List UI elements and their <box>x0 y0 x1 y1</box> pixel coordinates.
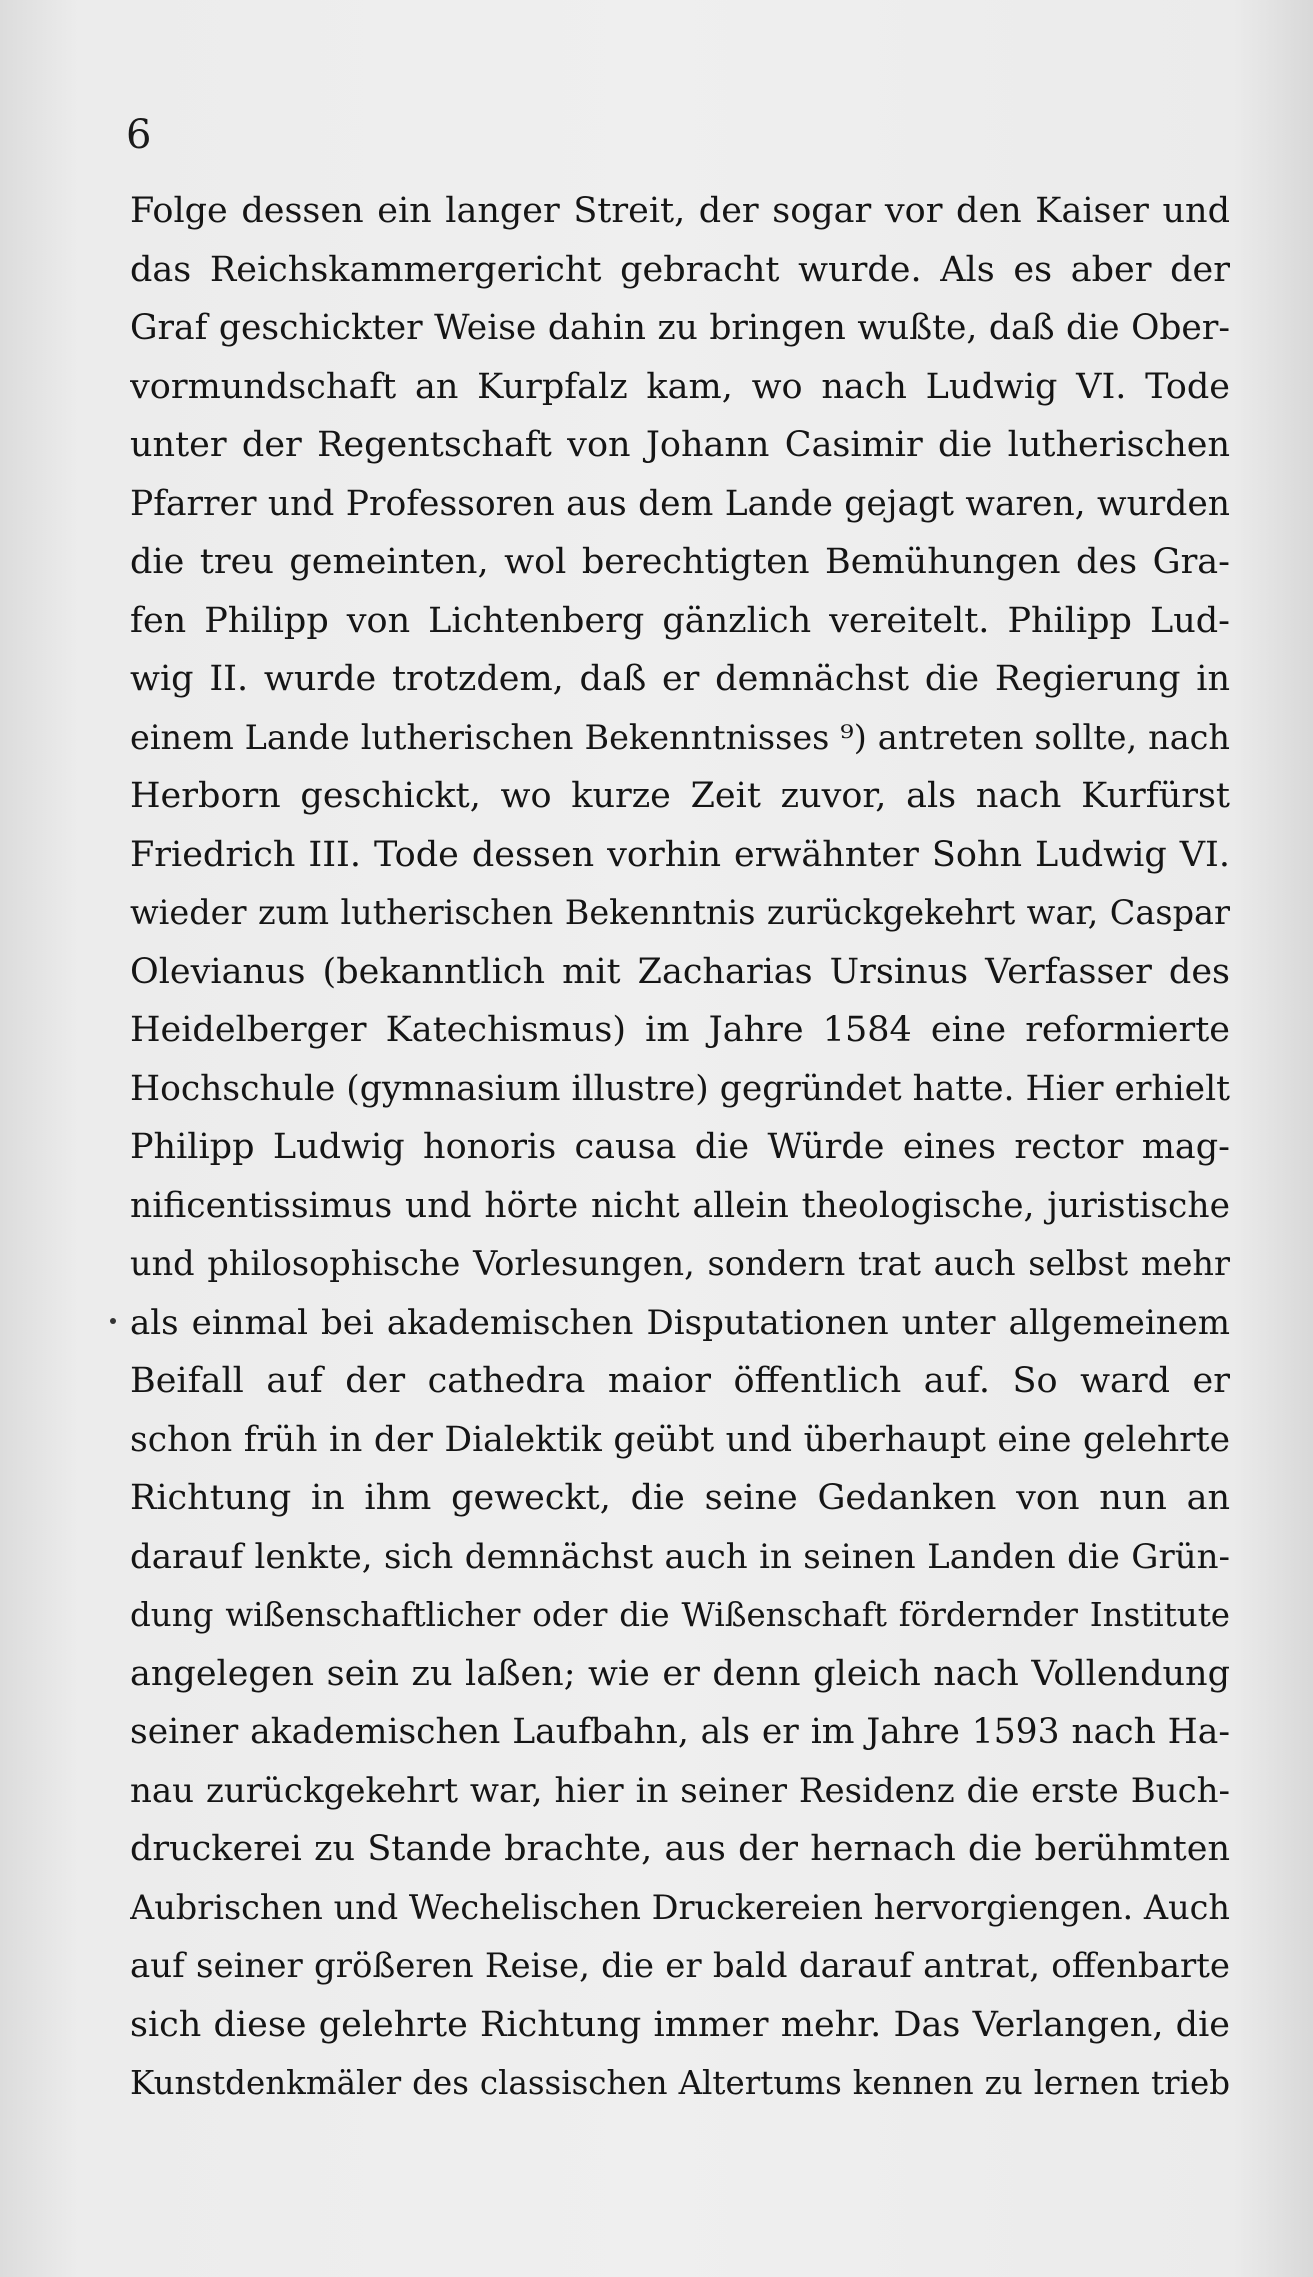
text-line: auf seiner größeren Reise, die er bald darauf antrat, offenbarte <box>130 1946 1230 1986</box>
text-line: einem Lande lutherischen Bekenntnisses ⁹) antreten sollte, nach <box>130 717 1230 757</box>
text-line: Aubrischen und Wechelischen Druckereien hervorgiengen. Auch <box>130 1887 1230 1927</box>
text-line: Friedrich III. Tode dessen vorhin erwähnter Sohn Ludwig VI. <box>130 834 1230 875</box>
text-line: darauf lenkte, sich demnächst auch in seinen Landen die Grün- <box>130 1536 1230 1577</box>
body-text <box>130 182 1230 2113</box>
text-line: Olevianus (bekanntlich mit Zacharias Ursinus Verfasser des <box>130 951 1230 992</box>
text-line: Folge dessen ein langer Streit, der sogar vor den Kaiser und <box>130 191 1230 231</box>
text-line: als einmal bei akademischen Disputationen unter allgemeinem <box>130 1302 1230 1343</box>
text-line: angelegen sein zu laßen; wie er denn gleich nach Vollendung <box>130 1653 1230 1694</box>
text-line: dung wißenschaftlicher oder die Wißenschaft fördernder Institute <box>130 1596 1230 1634</box>
text-line: Graf geschickter Weise dahin zu bringen wußte, daß die Ober- <box>130 308 1230 348</box>
text-line: wieder zum lutherischen Bekenntnis zurückgekehrt war, Caspar <box>130 893 1230 932</box>
text-line: Kunstdenkmäler des classischen Altertums kennen zu lernen trieb <box>130 2064 1230 2102</box>
text-line: Herborn geschickt, wo kurze Zeit zuvor, als nach Kurfürst <box>130 776 1230 816</box>
text-line: unter der Regentschaft von Johann Casimir die lutherischen <box>130 425 1230 465</box>
page-number: 6 <box>126 112 152 158</box>
text-line: Hochschule (gymnasium illustre) gegründet hatte. Hier erhielt <box>130 1068 1230 1109</box>
text-line: Philipp Ludwig honoris causa die Würde eines rector mag- <box>130 1127 1230 1167</box>
text-line: sich diese gelehrte Richtung immer mehr. Das Verlangen, die <box>130 2004 1230 2045</box>
text-line: Richtung in ihm geweckt, die seine Gedanken von nun an <box>130 1478 1230 1518</box>
text-line: das Reichskammergericht gebracht wurde. Als es aber der <box>130 249 1230 290</box>
text-line: schon früh in der Dialektik geübt und überhaupt eine gelehrte <box>130 1419 1230 1460</box>
text-line: druckerei zu Stande brachte, aus der hernach die berühmten <box>130 1829 1230 1869</box>
text-line: Beifall auf der cathedra maior öffentlich auf. So ward er <box>130 1361 1230 1401</box>
text-line: nau zurückgekehrt war, hier in seiner Residenz die erste Buch- <box>130 1770 1230 1811</box>
text-line: die treu gemeinten, wol berechtigten Bemühungen des Gra- <box>130 542 1230 582</box>
text-line: wig II. wurde trotzdem, daß er demnächst die Regierung in <box>130 659 1230 699</box>
text-line: und philosophische Vorlesungen, sondern trat auch selbst mehr <box>130 1244 1230 1283</box>
text-line: Heidelberger Katechismus) im Jahre 1584 eine reformierte <box>130 1010 1230 1050</box>
text-line: seiner akademischen Laufbahn, als er im Jahre 1593 nach Ha- <box>130 1712 1230 1752</box>
text-line: fen Philipp von Lichtenberg gänzlich vereitelt. Philipp Lud- <box>130 600 1230 641</box>
text-line: Pfarrer und Professoren aus dem Lande gejagt waren, wurden <box>130 483 1230 524</box>
margin-mark <box>110 1318 116 1324</box>
text-line: nificentissimus und hörte nicht allein theologische, juristische <box>130 1185 1230 1226</box>
text-line: vormundschaft an Kurpfalz kam, wo nach Ludwig VI. Tode <box>130 366 1230 407</box>
